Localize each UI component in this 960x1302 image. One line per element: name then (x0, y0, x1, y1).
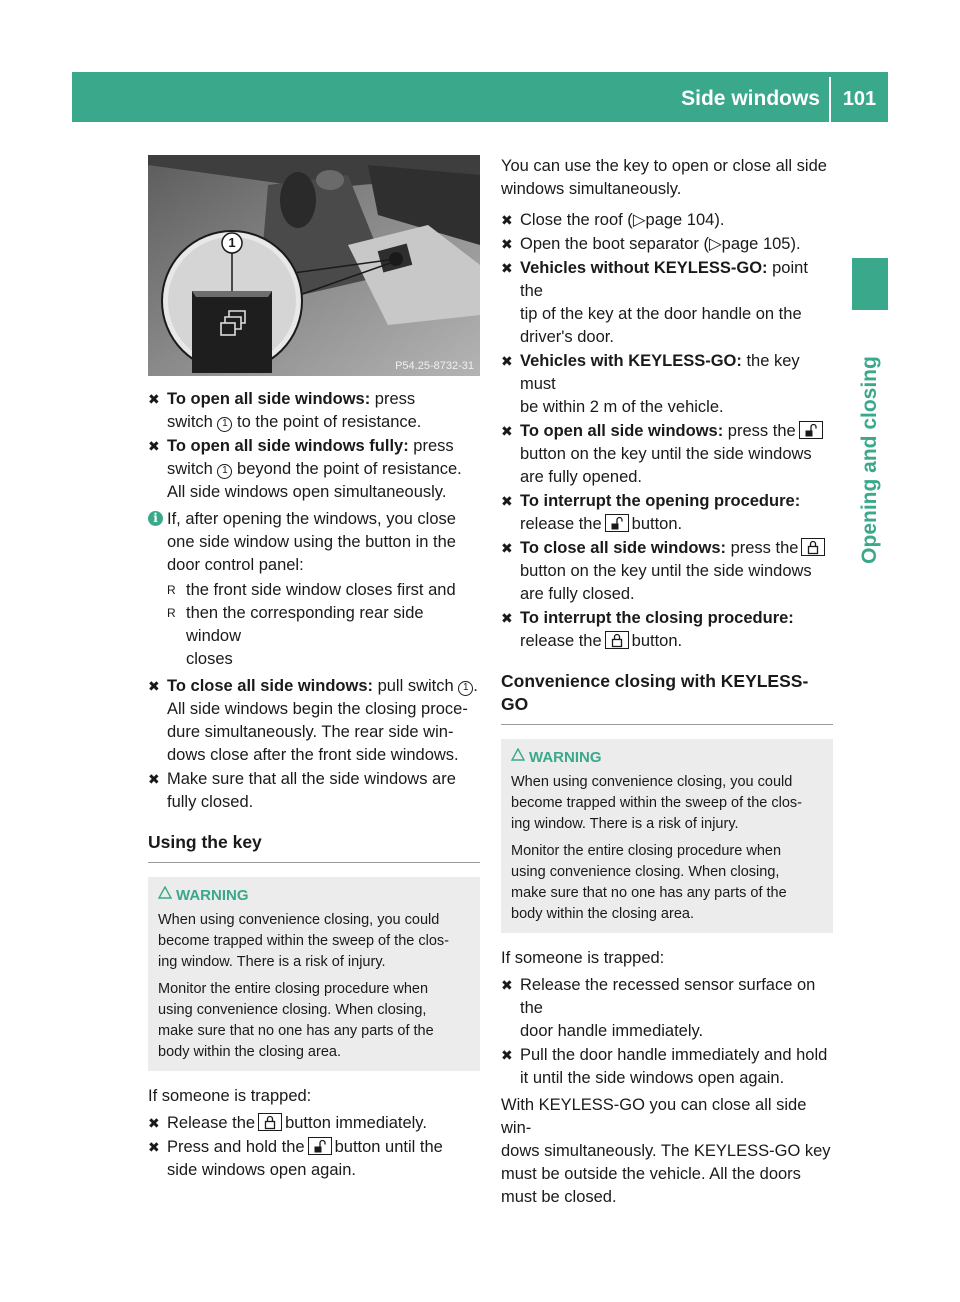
callout-1-icon: 1 (458, 681, 473, 696)
step-arrow-icon: ✖ (148, 678, 160, 694)
right-column (501, 155, 833, 1210)
trapped-text: If someone is trapped: (501, 949, 665, 967)
figure-code: P54.25-8732-31 (395, 360, 474, 372)
step-open-boot-separator: ✖ Open the boot separator (▷page 105). (501, 233, 833, 256)
list-item: R the front side window closes first and (167, 579, 480, 602)
bullet-icon: R (167, 606, 176, 620)
step-arrow-icon: ✖ (148, 1115, 160, 1131)
header-bar (72, 72, 888, 122)
warning-triangle-icon (511, 748, 525, 761)
step-arrow-icon: ✖ (148, 438, 160, 454)
section-heading-using-key: Using the key (148, 815, 480, 863)
callout-number: 1 (228, 235, 236, 250)
section-heading-convenience-closing: Convenience closing with KEYLESS-GO (501, 654, 833, 725)
step-open-fully: ✖ To open all side windows fully: press switch 1 beyond the point of resistance. All side windows open simultaneously. (148, 437, 462, 501)
center-console-photo (148, 155, 480, 376)
lock-icon (801, 538, 825, 556)
unlock-icon (799, 421, 823, 439)
step-arrow-icon: ✖ (501, 353, 513, 369)
list-item: R then the corresponding rear side window closes (167, 604, 424, 668)
step-arrow-icon: ✖ (501, 610, 513, 626)
warning-triangle-icon (158, 886, 172, 899)
trapped-text: If someone is trapped: (148, 1087, 312, 1105)
page-ref-arrow-icon: ▷ (632, 211, 646, 229)
bullet-icon: R (167, 583, 176, 597)
step-release-sensor: ✖ Release the recessed sensor surface on the door handle immediately. (501, 976, 816, 1040)
callout-1-icon: 1 (217, 464, 232, 479)
warning-title: WARNING (158, 885, 470, 906)
step-open-all-key: ✖ To open all side windows: press the button on the key until the side windows are fully opened. (501, 420, 833, 489)
info-note: i If, after opening the windows, you close one side window using the button in the door control panel: (148, 508, 480, 577)
step-arrow-icon: ✖ (501, 540, 513, 556)
step-interrupt-opening: ✖ To interrupt the opening procedure: release the button. (501, 492, 801, 533)
step-with-keyless-go: ✖ Vehicles with KEYLESS-GO: the key must be within 2 m of the vehicle. (501, 352, 800, 416)
step-press-hold-unlock: ✖ Press and hold the button until the side windows open again. (148, 1138, 443, 1179)
step-close-all: ✖ To close all side windows: pull switch 1 . All side windows begin the closing proce- dure simultaneously. The rear side win- dows close after the front side windows. (148, 677, 478, 764)
page-ref-arrow-icon: ▷ (708, 235, 722, 253)
info-icon: i (148, 511, 163, 526)
step-arrow-icon: ✖ (148, 771, 160, 787)
warning-box: WARNING When using convenience closing, you could become trapped within the sweep of the clos- ing window. There is a risk of injury. Monitor the entire closing procedure when using convenience closing. When closing, make sure that no one has any parts of the body within the closing area. (148, 877, 480, 1071)
chapter-label: Opening and closing (858, 356, 881, 564)
left-column (148, 155, 480, 1183)
step-make-sure: ✖ Make sure that all the side windows are fully closed. (148, 770, 456, 811)
step-close-all-key: ✖ To close all side windows: press the button on the key until the side windows are fully closed. (501, 537, 833, 606)
step-close-roof: ✖ Close the roof (▷page 104). (501, 209, 833, 232)
step-without-keyless-go: ✖ Vehicles without KEYLESS-GO: point the tip of the key at the door handle on the driver's door. (501, 259, 808, 346)
step-arrow-icon: ✖ (501, 260, 513, 276)
callout-1-icon: 1 (217, 417, 232, 432)
unlock-icon (308, 1137, 332, 1155)
step-interrupt-closing: ✖ To interrupt the closing procedure: release the button. (501, 609, 794, 650)
step-pull-handle: ✖ Pull the door handle immediately and hold it until the side windows open again. (501, 1046, 828, 1087)
warning-title: WARNING (511, 747, 823, 768)
step-arrow-icon: ✖ (501, 1047, 513, 1063)
intro-text: You can use the key to open or close all side windows simultaneously. (501, 157, 827, 198)
step-arrow-icon: ✖ (501, 236, 513, 252)
page-number: 101 (842, 88, 877, 110)
step-arrow-icon: ✖ (501, 212, 513, 228)
page-title: Side windows (681, 87, 820, 110)
step-open-all: ✖ To open all side windows: press switch 1 to the point of resistance. (148, 390, 422, 431)
step-arrow-icon: ✖ (501, 977, 513, 993)
lock-icon (605, 631, 629, 649)
chapter-tab (852, 258, 888, 310)
warning-box: WARNING When using convenience closing, you could become trapped within the sweep of the clos- ing window. There is a risk of injury. Monitor the entire closing procedure when using convenience closing. When closing, make sure that no one has any parts of the body within the closing area. (501, 739, 833, 933)
unlock-icon (605, 514, 629, 532)
step-arrow-icon: ✖ (148, 1139, 160, 1155)
step-arrow-icon: ✖ (501, 423, 513, 439)
step-arrow-icon: ✖ (501, 493, 513, 509)
closing-paragraph: With KEYLESS-GO you can close all side win- dows simultaneously. The KEYLESS-GO key must be outside the vehicle. All the doors must be closed. (501, 1096, 831, 1206)
step-arrow-icon: ✖ (148, 391, 160, 407)
step-release-lock: ✖ Release the button immediately. (148, 1112, 480, 1135)
lock-icon (258, 1113, 282, 1131)
